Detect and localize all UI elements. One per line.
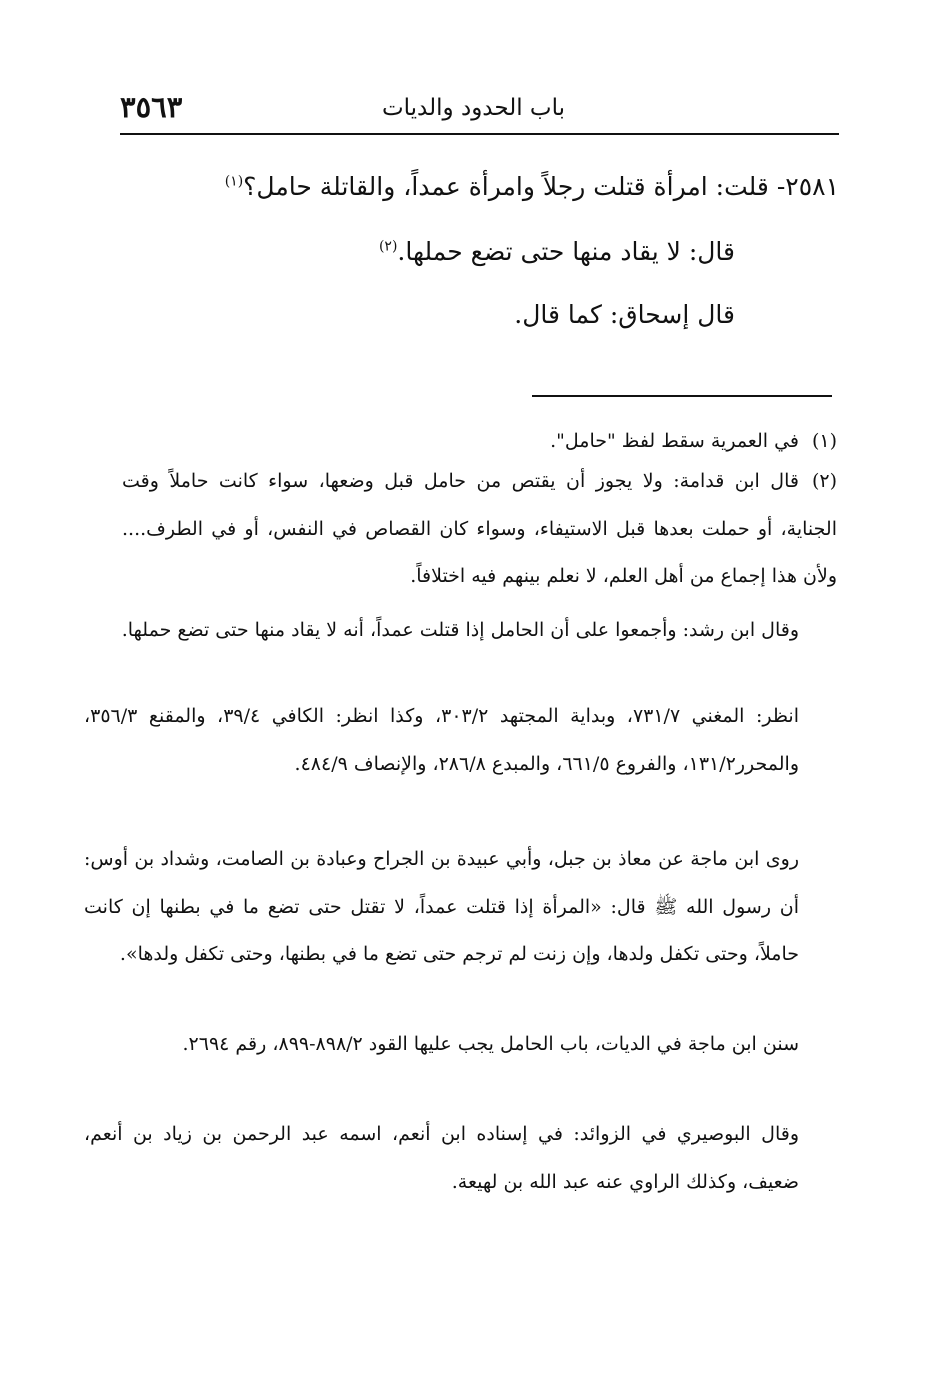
footnote-busiri: وقال البوصيري في الزوائد: في إسناده ابن أنعم، اسمه عبد الرحمن بن زياد بن أنعم، ضعيف، وكذلك الراوي عنه عبد الله بن لهيعة. bbox=[84, 1123, 799, 1193]
footnote-divider bbox=[532, 395, 832, 397]
footnote-2 bbox=[122, 458, 837, 601]
footnote-1-number: (١) bbox=[811, 430, 837, 452]
header-divider bbox=[120, 133, 839, 135]
question-text: ٢٥٨١- قلت: امرأة قتلت رجلاً وامرأة عمداً، والقاتلة حامل؟ bbox=[243, 172, 839, 201]
page-number: ٣٥٦٣ bbox=[120, 90, 183, 124]
answer-line bbox=[379, 237, 735, 266]
question-line bbox=[225, 172, 839, 201]
footnote-hadith: روى ابن ماجة عن معاذ بن جبل، وأبي عبيدة بن الجراح وعبادة بن الصامت، وشداد بن أوس: أن رسول الله ﷺ قال: «المرأة إذا قتلت عمداً، لا تقتل حتى تضع ما في بطنها إن كانت حاملاً، وحتى تكفل ولدها، وإن زنت لم ترجم حتى تضع ما في بطنها، وحتى تكفل ولدها». bbox=[84, 848, 799, 965]
footnote-ibn-rushd: وقال ابن رشد: وأجمعوا على أن الحامل إذا قتلت عمداً، أنه لا يقاد منها حتى تضع حملها. bbox=[121, 619, 799, 641]
footnote-references: انظر: المغني ٧٣١/٧، وبداية المجتهد ٣٠٣/٢، وكذا انظر: الكافي ٣٩/٤، والمقنع ٣٥٦/٣، والمحرر١٣١/٢، والفروع ٦٦١/٥، والمبدع ٢٨٦/٨، والإنصاف ٤٨٤/٩. bbox=[84, 705, 799, 775]
footnote-ref-1: (١) bbox=[224, 173, 244, 190]
answer-text: قال: لا يقاد منها حتى تضع حملها. bbox=[397, 237, 735, 266]
footnote-2-text: قال ابن قدامة: ولا يجوز أن يقتص من حامل قبل وضعها، سواء كانت حاملاً وقت الجناية، أو حملت بعدها قبل الاستيفاء، وسواء كان القصاص في النفس، أو في الطرف.... ولأن هذا إجماع من أهل العلم، لا نعلم بينهم فيه اختلافاً. bbox=[122, 470, 837, 587]
footnote-ref-2: (٢) bbox=[378, 238, 398, 255]
footnote-1-text: في العمرية سقط لفظ "حامل". bbox=[550, 430, 799, 452]
running-header-title: باب الحدود والديات bbox=[382, 95, 565, 121]
footnote-2-number: (٢) bbox=[811, 470, 837, 492]
ishaq-line: قال إسحاق: كما قال. bbox=[514, 300, 735, 329]
footnote-sunan-source: سنن ابن ماجة في الديات، باب الحامل يجب عليها القود ٨٩٨/٢-٨٩٩، رقم ٢٦٩٤. bbox=[182, 1033, 799, 1055]
